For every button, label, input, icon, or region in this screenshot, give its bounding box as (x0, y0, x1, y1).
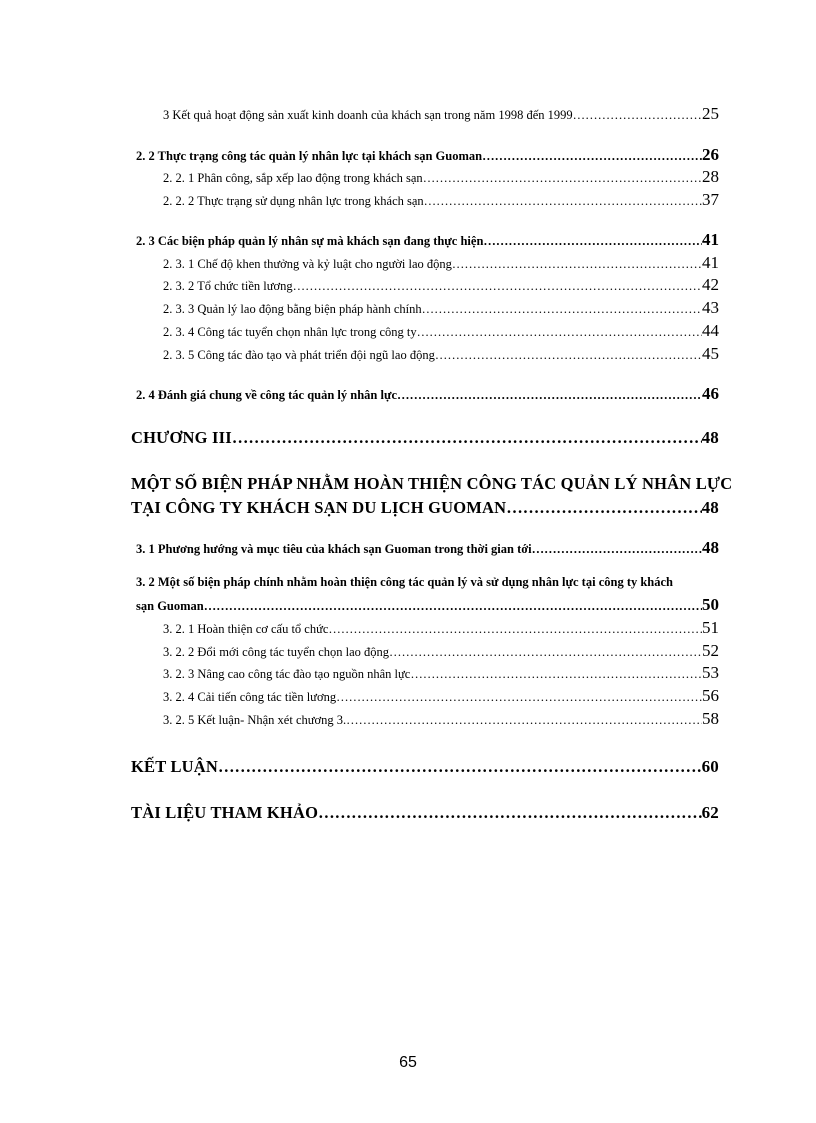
toc-entry-label: 2. 3. 4 Công tác tuyển chọn nhân lực trong công ty (163, 325, 417, 339)
toc-entry (163, 686, 719, 706)
toc-chapter-title-line: MỘT SỐ BIỆN PHÁP NHẰM HOÀN THIỆN CÔNG TÁC QUẢN LÝ NHÂN LỰC (131, 474, 733, 493)
toc-entry-label: KẾT LUẬN (131, 757, 219, 776)
dot-leader (397, 388, 702, 403)
toc-entry-page: 58 (702, 709, 719, 728)
toc-chapter-entry (131, 803, 719, 823)
dot-leader (452, 257, 702, 272)
toc-entry-label: 2. 3. 2 Tổ chức tiền lương (163, 279, 293, 293)
dot-leader (483, 234, 702, 249)
toc-entry (163, 298, 719, 318)
toc-entry-page: 53 (702, 663, 719, 682)
toc-entry (136, 145, 719, 165)
toc-entry-label: 3. 2. 3 Nâng cao công tác đào tạo nguồn nhân lực (163, 667, 411, 681)
toc-chapter-entry (131, 757, 719, 777)
toc-entry-page: 48 (702, 538, 719, 557)
toc-entry-label: CHƯƠNG III (131, 428, 232, 447)
toc-entry (163, 190, 719, 210)
toc-entry-label: 3 Kết quả hoạt động sản xuất kinh doanh của khách sạn trong năm 1998 đến 1999 (163, 108, 573, 122)
dot-leader (336, 690, 702, 705)
toc-entry-label: 3. 2. 2 Đổi mới công tác tuyển chọn lao động (163, 645, 390, 659)
dot-leader (417, 325, 702, 340)
dot-leader (318, 803, 701, 823)
toc-entry-page: 52 (702, 641, 719, 660)
dot-leader (532, 542, 702, 557)
toc-entry-label: 2. 3. 1 Chế độ khen thưởng và kỷ luật cho người lao động (163, 257, 452, 271)
toc-entry (163, 344, 719, 364)
toc-entry (163, 663, 719, 683)
toc-entry (163, 618, 719, 638)
toc-entry-label: 2. 3. 5 Công tác đào tạo và phát triển đội ngũ lao động (163, 348, 435, 362)
toc-entry (163, 104, 719, 124)
dot-leader (424, 194, 702, 209)
dot-leader (573, 108, 702, 123)
dot-leader (422, 302, 702, 317)
toc-entry-page: 51 (702, 618, 719, 637)
dot-leader (204, 599, 702, 614)
dot-leader (346, 713, 702, 728)
toc-entry (163, 641, 719, 661)
toc-entry-page: 42 (702, 275, 719, 294)
dot-leader (389, 645, 702, 660)
toc-entry (136, 538, 719, 558)
toc-entry-label: 3. 2. 1 Hoàn thiện cơ cấu tổ chức (163, 622, 329, 636)
toc-entry-page: 41 (702, 253, 719, 272)
toc-entry-label: TÀI LIỆU THAM KHẢO (131, 803, 319, 822)
dot-leader (506, 498, 701, 518)
toc-entry-label: 2. 3. 3 Quản lý lao động bằng biện pháp hành chính (163, 302, 422, 316)
toc-entry-page: 60 (701, 757, 719, 776)
toc-entry-label: sạn Guoman (136, 599, 204, 613)
dot-leader (328, 622, 702, 637)
toc-entry-page: 44 (702, 321, 719, 340)
dot-leader (218, 757, 702, 777)
toc-entry-page: 37 (702, 190, 719, 209)
toc-entry (163, 275, 719, 295)
toc-entry-page: 50 (702, 595, 719, 614)
toc-entry-label: TẠI CÔNG TY KHÁCH SẠN DU LỊCH GUOMAN (131, 498, 507, 517)
toc-entry (136, 230, 719, 250)
toc-entry-label: 2. 4 Đánh giá chung về công tác quản lý nhân lực (136, 388, 398, 402)
toc-entry-page: 62 (701, 803, 719, 822)
toc-entry-page: 48 (701, 498, 719, 517)
toc-entry (163, 709, 719, 729)
toc-entry-label: 3. 1 Phương hướng và mục tiêu của khách sạn Guoman trong thời gian tới (136, 542, 532, 556)
toc-entry-page: 46 (702, 384, 719, 403)
toc-entry-page: 48 (701, 428, 719, 447)
toc-entry-page: 43 (702, 298, 719, 317)
toc-entry-page: 25 (702, 104, 719, 123)
page-number: 65 (399, 1054, 417, 1071)
toc-entry (163, 167, 719, 187)
toc-entry-label: 3. 2. 4 Cải tiến công tác tiền lương (163, 690, 337, 704)
toc-entry-label: 3. 2. 5 Kết luận- Nhận xét chương 3. (163, 713, 347, 727)
dot-leader (423, 171, 702, 186)
toc-entry-label: 2. 3 Các biện pháp quản lý nhân sự mà khách sạn đang thực hiện (136, 234, 484, 248)
toc-entry-label: 2. 2. 2 Thực trạng sử dụng nhân lực trong khách sạn (163, 194, 424, 208)
dot-leader (410, 667, 702, 682)
toc-entry (163, 253, 719, 273)
toc-chapter-entry (131, 498, 719, 518)
toc-entry (136, 595, 719, 615)
toc-entry-page: 26 (702, 145, 719, 164)
toc-entry (136, 384, 719, 404)
toc-entry-page: 41 (702, 230, 719, 249)
toc-entry-label: 2. 2 Thực trạng công tác quản lý nhân lực tại khách sạn Guoman (136, 149, 483, 163)
dot-leader (232, 428, 702, 448)
dot-leader (482, 149, 702, 164)
toc-entry-label-line: 3. 2 Một số biện pháp chính nhằm hoàn thiện công tác quản lý và sử dụng nhân lực tại công ty khách (136, 575, 674, 589)
toc-entry-page: 56 (702, 686, 719, 705)
toc-chapter-entry (131, 428, 719, 448)
toc-entry-page: 45 (702, 344, 719, 363)
toc-entry-label: 2. 2. 1 Phân công, sắp xếp lao động trong khách sạn (163, 171, 423, 185)
dot-leader (293, 279, 702, 294)
toc-entry (163, 321, 719, 341)
toc-entry-page: 28 (702, 167, 719, 186)
dot-leader (435, 348, 702, 363)
